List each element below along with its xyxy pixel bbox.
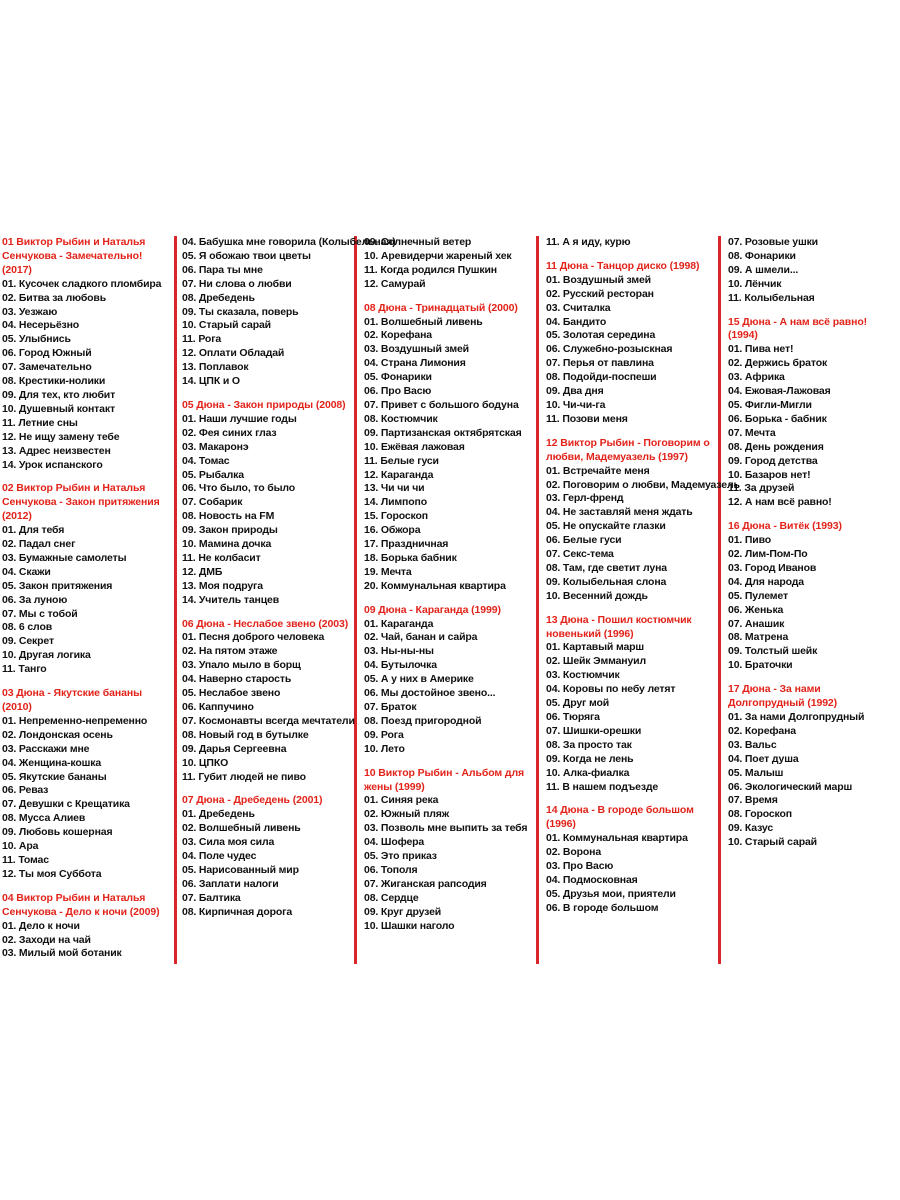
track-item: 07. Секс-тема [546,548,614,561]
album-heading: 15 Дюна - А нам всё равно! (1994) [728,315,868,342]
tracklist-column-5 [728,236,898,964]
track-item: 12. Не ищу замену тебе [2,430,120,443]
track-item: 06. Пара ты мне [182,263,263,276]
track-item: 07. Розовые ушки [728,236,818,248]
track-item: 04. Скажи [2,565,51,578]
track-item: 09. Секрет [2,635,54,648]
track-item: 01. Для тебя [2,524,65,537]
track-item: 11. Позови меня [546,412,628,425]
track-item: 09. Любовь кошерная [2,826,113,839]
track-item: 02. Падал снег [2,538,76,551]
track-item: 02. Русский ресторан [546,287,654,300]
track-item: 02. Шейк Эммануил [546,655,646,668]
track-item: 09. Круг друзей [364,905,442,918]
track-item: 08. Костюмчик [364,412,438,425]
track-item: 05. Рыбалка [182,468,244,481]
track-item: 08. Поезд пригородной [364,714,482,727]
track-item: 12. Караганда [364,468,434,481]
track-item: 02. Лондонская осень [2,728,113,741]
track-item: 04. Ежовая-Лажовая [728,385,831,398]
track-item: 07. Собарик [182,496,243,509]
track-item: 09. Закон природы [182,524,278,537]
track-item: 05. Я обожаю твои цветы [182,249,311,262]
album-heading: 14 Дюна - В городе большом (1996) [546,804,694,831]
track-item: 08. Крестики-нолики [2,375,106,388]
track-item: 07. Ни слова о любви [182,277,292,290]
track-item: 13. Моя подруга [182,579,263,592]
track-item: 06. Тополя [364,863,418,876]
track-item: 11. А я иду, курю [546,236,631,248]
track-item: 02. Ворона [546,846,602,859]
track-item: 03. Сила моя сила [182,836,275,849]
track-item: 14. Учитель танцев [182,593,279,606]
track-item: 05. Якутские бананы [2,770,107,783]
track-item: 05. Не опускайте глазки [546,520,666,533]
track-item: 17. Праздничная [364,538,449,551]
track-item: 11. Губит людей не пиво [182,770,306,783]
track-item: 02. Заходи на чай [2,933,91,946]
track-item: 14. Лимпопо [364,496,427,509]
track-item: 03. Герл-френд [546,492,624,505]
track-item: 03. Позволь мне выпить за тебя [364,822,528,835]
track-item: 05. Это приказ [364,850,437,863]
track-item: 07. Замечательно [2,361,92,374]
track-item: 03. Воздушный змей [364,343,469,356]
track-item: 03. Костюмчик [546,669,620,682]
track-item: 05. Друг мой [546,697,610,710]
track-item: 11. Летние сны [2,416,78,429]
track-item: 10. Весенний дождь [546,589,648,602]
album-heading: 09 Дюна - Караганда (1999) [364,603,501,616]
track-item: 03. Про Васю [546,860,614,873]
track-item: 05. Друзья мои, приятели [546,887,676,900]
track-item: 04. Бабушка мне говорила (Колыбельная) [182,236,396,248]
track-item: 04. Для народа [728,575,804,588]
album-heading: 08 Дюна - Тринадцатый (2000) [364,301,518,314]
track-item: 08. День рождения [728,440,824,453]
track-item: 08. Мусса Алиев [2,812,86,825]
tracklist-column-1 [2,236,177,964]
track-item: 12. ДМБ [182,565,223,578]
track-item: 10. Аревидерчи жареный хек [364,249,512,262]
track-item: 14. ЦПК и О [182,375,240,388]
track-item: 10. Ара [2,840,39,853]
track-item: 02. Корефана [364,329,432,342]
track-item: 11. Рога [182,333,222,346]
track-item: 07. Привет с большого бодуна [364,398,519,411]
track-item: 11. За друзей [728,482,795,495]
album-heading: 05 Дюна - Закон природы (2008) [182,398,346,411]
track-item: 08. Там, где светит луна [546,561,667,574]
album-heading: 01 Виктор Рыбин и Наталья Сенчукова - Замечательно! (2017) [2,236,146,276]
track-item: 06. Про Васю [364,385,432,398]
track-item: 04. Наверно старость [182,673,292,686]
track-item: 01. Волшебный ливень [364,315,483,328]
track-item: 02. Лим-Пом-По [728,548,808,561]
track-item: 08. 6 слов [2,621,53,634]
track-item: 10. Другая логика [2,649,91,662]
track-item: 06. Заплати налоги [182,877,279,890]
track-item: 10. Чи-чи-га [546,398,606,411]
track-item: 07. Время [728,794,778,807]
track-item: 08. Гороскоп [728,808,792,821]
track-item: 10. Лёнчик [728,277,782,290]
track-item: 06. Борька - бабник [728,412,827,425]
track-item: 04. Шофера [364,836,425,849]
track-item: 08. Дребедень [182,291,255,304]
track-item: 06. Город Южный [2,347,92,360]
track-item: 01. Дребедень [182,808,255,821]
track-item: 10. Браточки [728,659,793,672]
track-item: 09. Дарья Сергеевна [182,742,287,755]
track-item: 03. Расскажи мне [2,742,90,755]
album-heading: 03 Дюна - Якутские бананы (2010) [2,687,142,713]
track-item: 01. Песня доброго человека [182,631,325,644]
track-item: 12. А нам всё равно! [728,496,832,509]
track-item: 04. Подмосковная [546,873,638,886]
track-item: 01. Картавый марш [546,641,645,654]
track-item: 15. Гороскоп [364,510,428,523]
track-item: 02. Чай, банан и сайра [364,631,478,644]
track-item: 09. Для тех, кто любит [2,388,116,401]
album-heading: 12 Виктор Рыбин - Поговорим о любви, Мадемуазель (1997) [546,436,710,463]
track-item: 05. Улыбнись [2,333,71,346]
track-item: 09. А шмели... [728,263,799,276]
track-item: 07. Перья от павлина [546,357,654,370]
track-item: 01. Коммунальная квартира [546,832,688,845]
track-item: 04. Поле чудес [182,850,257,863]
track-item: 07. Шишки-орешки [546,724,642,737]
track-item: 10. Старый сарай [182,319,271,332]
track-item: 04. Томас [182,454,230,467]
track-item: 10. ЦПКО [182,756,229,769]
track-item: 03. Город Иванов [728,561,817,574]
track-item: 14. Урок испанского [2,458,103,471]
track-item: 01. Воздушный змей [546,273,651,286]
track-item: 03. Уезжаю [2,305,58,318]
track-item: 03. Бумажные самолеты [2,551,127,564]
track-item: 03. Считалка [546,301,611,314]
track-item: 13. Адрес неизвестен [2,444,111,457]
track-item: 11. Белые гуси [364,454,439,467]
track-item: 08. Фонарики [728,249,796,262]
track-item: 13. Поплавок [182,361,249,374]
track-item: 07. Мы с тобой [2,607,78,620]
track-item: 07. Мечта [728,426,776,439]
album-heading: 17 Дюна - За нами Долгопрудный (1992) [728,683,838,710]
track-item: 10. Шашки наголо [364,919,455,932]
track-item: 04. Коровы по небу летят [546,683,676,696]
track-item: 01. Пива нет! [728,343,794,356]
track-item: 10. Алка-фиалка [546,766,630,779]
track-item: 07. Балтика [182,891,241,904]
track-item: 02. Поговорим о любви, Мадемуазель [546,478,740,491]
album-heading: 02 Виктор Рыбин и Наталья Сенчукова - Закон притяжения (2012) [2,482,160,523]
track-item: 05. Золотая середина [546,329,656,342]
track-item: 01. Дело к ночи [2,919,80,932]
track-item: 09. Два дня [546,385,604,398]
track-item: 04. Бутылочка [364,659,437,672]
track-item: 09. Партизанская октябрятская [364,426,522,439]
track-item: 10. Старый сарай [728,836,817,849]
track-item: 09. Когда не лень [546,752,634,765]
track-item: 07. Жиганская рапсодия [364,877,487,890]
track-item: 12. Самурай [364,277,426,290]
track-item: 10. Мамина дочка [182,538,272,551]
track-item: 02. Южный пляж [364,808,450,821]
track-item: 05. Нарисованный мир [182,863,299,876]
track-item: 04. Бандито [546,315,607,328]
track-item: 05. А у них в Америке [364,673,474,686]
track-item: 10. Базаров нет! [728,468,811,481]
album-heading: 13 Дюна - Пошил костюмчик новенький (1996) [546,613,692,640]
track-item: 08. Подойди-поспеши [546,371,657,384]
track-item: 07. Девушки с Крещатика [2,798,130,811]
track-item: 03. Упало мыло в борщ [182,659,301,672]
track-item: 03. Макаронэ [182,440,249,453]
track-item: 02. Волшебный ливень [182,822,301,835]
track-item: 16. Обжора [364,524,421,537]
album-heading: 11 Дюна - Танцор диско (1998) [546,259,700,272]
track-item: 02. Корефана [728,724,796,737]
track-item: 10. Ежёвая лажовая [364,440,465,453]
track-item: 18. Борька бабник [364,551,457,564]
track-item: 06. Экологический марш [728,780,853,793]
track-item: 08. Новость на FM [182,510,275,523]
track-item: 05. Фигли-Мигли [728,398,812,411]
track-item: 03. Вальс [728,738,777,751]
track-item: 05. Малыш [728,766,784,779]
track-item: 01. Непременно-непременно [2,714,148,727]
track-item: 11. Танго [2,663,47,676]
track-item: 09. Солнечный ветер [364,236,472,248]
track-item: 08. Новый год в бутылке [182,728,309,741]
track-item: 09. Город детства [728,454,818,467]
track-item: 06. За луною [2,593,68,606]
track-item: 02. Держись браток [728,357,828,370]
track-item: 06. Каппучино [182,701,254,713]
track-item: 20. Коммунальная квартира [364,579,506,592]
track-item: 05. Фонарики [364,371,432,384]
track-item: 04. Поет душа [728,752,799,765]
track-item: 01. Синяя река [364,794,439,807]
tracklist-sheet [0,236,900,976]
track-item: 06. Служебно-розыскная [546,343,673,356]
album-heading: 10 Виктор Рыбин - Альбом для жены (1999) [364,766,525,793]
track-item: 02. Фея синих глаз [182,426,277,439]
track-item: 07. Космонавты всегда мечтатели [182,714,355,727]
track-item: 09. Ты сказала, поверь [182,305,299,318]
track-item: 02. На пятом этаже [182,645,278,658]
track-item: 01. Встречайте меня [546,464,650,477]
track-item: 11. Когда родился Пушкин [364,263,497,276]
track-item: 07. Браток [364,701,417,713]
track-item: 11. Не колбасит [182,551,261,564]
track-item: 09. Колыбельная слона [546,575,667,588]
track-item: 01. Караганда [364,617,434,630]
track-item: 12. Оплати Обладай [182,347,285,360]
track-item: 07. Анашик [728,617,785,630]
track-item: 09. Толстый шейк [728,645,818,658]
track-item: 19. Мечта [364,565,412,578]
track-item: 11. Колыбельная [728,291,815,304]
track-item: 01. Пиво [728,534,772,547]
track-item: 10. Лето [364,742,405,755]
track-item: 09. Рога [364,728,404,741]
track-item: 06. Тюряга [546,711,600,723]
tracklist-column-4 [546,236,740,964]
track-item: 05. Пулемет [728,589,788,602]
track-item: 05. Закон притяжения [2,579,113,592]
album-heading: 06 Дюна - Неслабое звено (2003) [182,617,349,630]
album-heading: 16 Дюна - Витёк (1993) [728,520,842,533]
track-item: 03. Африка [728,371,785,384]
album-heading: 07 Дюна - Дребедень (2001) [182,794,323,807]
track-item: 11. Томас [2,853,49,866]
track-item: 08. Сердце [364,891,419,904]
track-item: 09. Казус [728,822,774,835]
track-item: 03. Милый мой ботаник [2,947,122,960]
track-item: 04. Не заставляй меня ждать [546,506,693,519]
track-item: 03. Ны-ны-ны [364,645,434,658]
track-item: 08. За просто так [546,738,632,751]
track-item: 04. Несерьёзно [2,319,80,332]
track-item: 01. За нами Долгопрудный [728,711,865,723]
track-item: 05. Неслабое звено [182,687,281,700]
track-item: 06. Что было, то было [182,482,296,495]
track-item: 01. Наши лучшие годы [182,412,297,425]
track-item: 10. Душевный контакт [2,402,115,415]
track-item: 06. Реваз [2,784,49,797]
track-item: 06. Мы достойное звено... [364,687,496,700]
track-item: 06. В городе большом [546,901,659,914]
track-item: 13. Чи чи чи [364,482,425,495]
track-item: 06. Белые гуси [546,534,622,547]
track-item: 12. Ты моя Суббота [2,867,102,880]
track-item: 11. В нашем подъезде [546,780,659,793]
track-item: 04. Женщина-кошка [2,756,102,769]
track-item: 02. Битва за любовь [2,291,107,304]
track-item: 01. Кусочек сладкого пломбира [2,277,162,290]
track-item: 06. Женька [728,603,784,616]
track-item: 08. Матрена [728,631,789,644]
tracklist-column-3 [364,236,539,964]
track-item: 08. Кирпичная дорога [182,905,293,918]
album-heading: 04 Виктор Рыбин и Наталья Сенчукова - Дело к ночи (2009) [2,891,160,918]
track-item: 04. Страна Лимония [364,357,466,370]
